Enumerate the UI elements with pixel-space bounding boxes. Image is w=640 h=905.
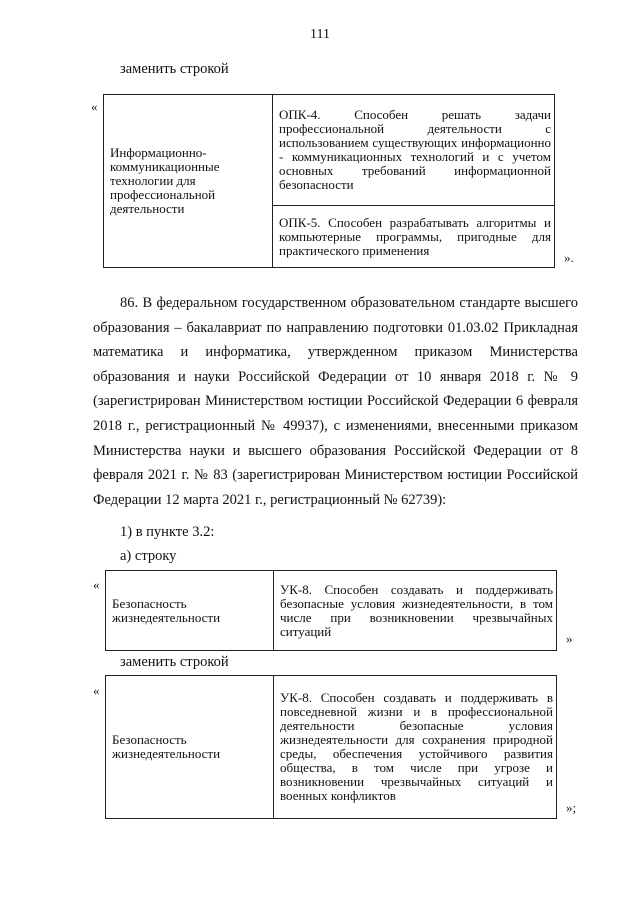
- table-3-close-quote: »;: [566, 800, 577, 815]
- table-1-row-opk5: ОПК-5. Способен разрабатывать алгоритмы и компьютерные программы, пригодные для практического применения: [273, 206, 555, 268]
- paragraph-86: 86. В федеральном государственном образовательном стандарте высшего образования – бакалавриат по направлению подготовки 01.03.02 Прикладная математика и информатика, утвержденном приказом Министерства образования и науки Российской Федерации от 10 января 2018 г. № 9 (зарегистрирован Министерством юстиции Российской Федерации 6 февраля 2018 г., регистрационный № 49937), с изменениями, внесенными приказом Министерства науки и высшего образования Российской Федерации от 8 февраля 2021 г. № 83 (зарегистрирован Министерством юстиции Российской Федерации 12 марта 2021 г., регистрационный № 62739):: [93, 295, 578, 508]
- competency-table-2: [105, 570, 557, 651]
- replace-line-1: заменить строкой: [120, 61, 229, 77]
- table-2-right-cell: УК-8. Способен создавать и поддерживать безопасные условия жизнедеятельности, в том числе при возникновении чрезвычайных ситуаций: [274, 571, 557, 651]
- table-3-right-cell: УК-8. Способен создавать и поддерживать в повседневной жизни и в профессиональной деятельности безопасные условия жизнедеятельности для сохранения природной среды, обеспечения устойчивого развития общества, в том числе при угрозе и возникновении чрезвычайных ситуаций и военных конфликтов: [274, 676, 557, 819]
- table-2-left-cell: Безопасность жизнедеятельности: [106, 571, 274, 651]
- table-1-row-opk4: ОПК-4. Способен решать задачи профессиональной деятельности с использованием существующих информационно - коммуникационных технологий и с учетом основных требований информационной безопасности: [273, 95, 555, 206]
- table-3-open-quote: «: [93, 683, 100, 698]
- table-1-close-quote: ».: [564, 250, 574, 265]
- competency-table-1: [103, 94, 555, 268]
- item-a: а) строку: [120, 548, 177, 564]
- item-1: 1) в пункте 3.2:: [120, 524, 215, 540]
- page-number: 111: [310, 27, 330, 42]
- table-2-open-quote: «: [93, 577, 100, 592]
- table-1-left-cell: Информационно-коммуникационные технологии для профессиональной деятельности: [104, 95, 273, 268]
- table-1-open-quote: «: [91, 99, 98, 114]
- table-3-left-cell: Безопасность жизнедеятельности: [106, 676, 274, 819]
- table-2-close-quote: »: [566, 631, 573, 646]
- replace-line-2: заменить строкой: [120, 654, 229, 670]
- competency-table-3: [105, 675, 557, 819]
